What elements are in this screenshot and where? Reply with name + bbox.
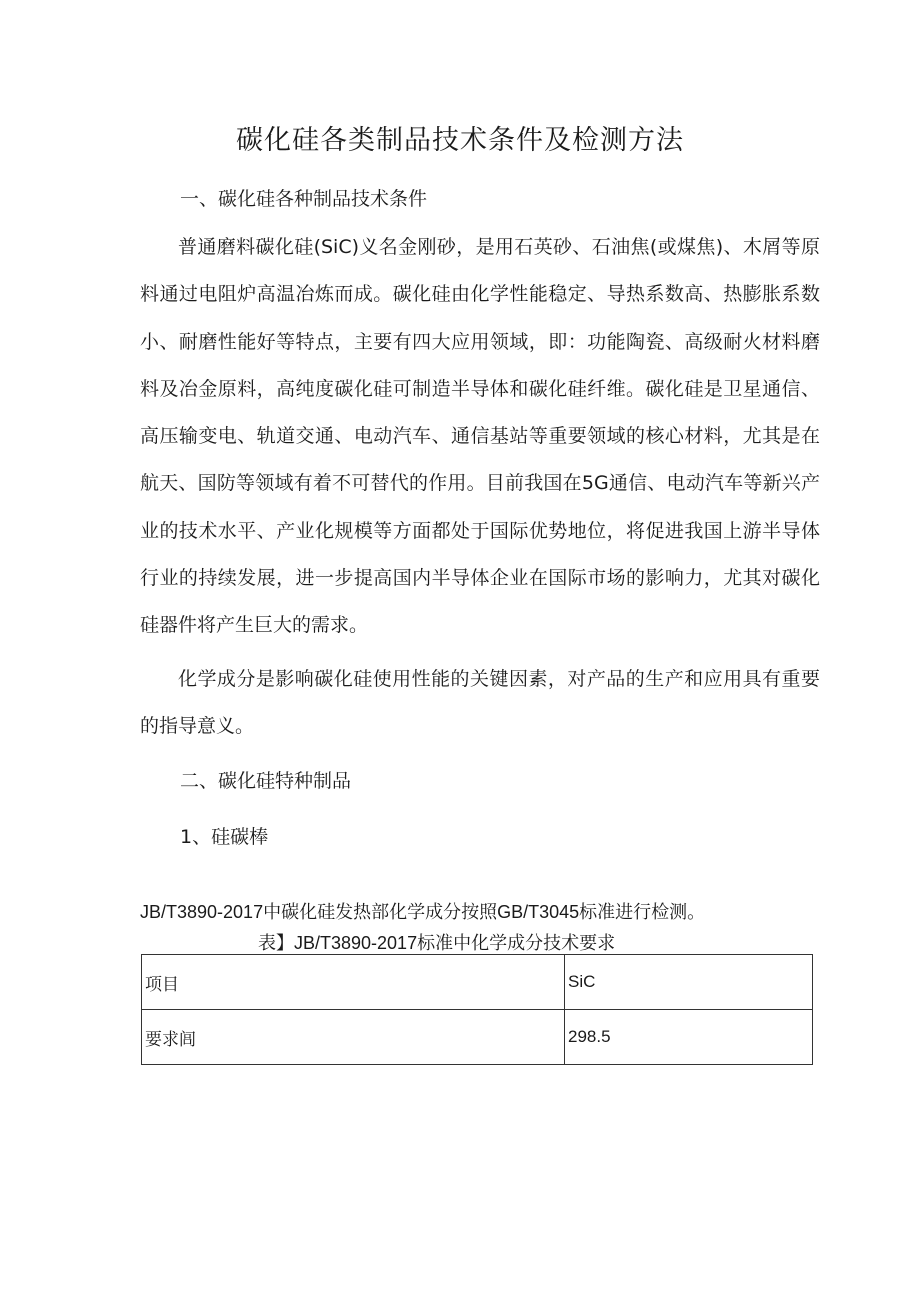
table-row	[142, 955, 813, 1010]
section-2-heading: 二、碳化硅特种制品	[180, 770, 352, 792]
document-title: 碳化硅各类制品技术条件及检测方法	[236, 125, 684, 156]
table-cell: SiC	[565, 955, 813, 1010]
table-caption: 表】JB/T3890-2017标准中化学成分技术要求	[258, 933, 616, 953]
table-row	[142, 1010, 813, 1065]
subsection-heading: 1、硅碳棒	[180, 826, 269, 848]
composition-table	[141, 954, 813, 1065]
table-cell: 要求闾	[142, 1010, 565, 1065]
table-cell: 298.5	[565, 1010, 813, 1065]
significance-paragraph: 化学成分是影响碳化硅使用性能的关键因素，对产品的生产和应用具有重要的指导意义。	[140, 668, 820, 738]
table-cell: 项目	[142, 955, 565, 1010]
intro-paragraph: 普通磨料碳化硅(SiC)义名金刚砂，是用石英砂、石油焦(或煤焦)、木屑等原料通过电阻炉高温冶炼而成。碳化硅由化学性能稳定、导热系数高、热膨胀系数小、耐磨性能好等特点，主要有四大应用领域，即：功能陶瓷、高级耐火材料磨料及冶金原料，高纯度碳化硅可制造半导体和碳化硅纤维。碳化硅是卫星通信、高压输变电、轨道交通、电动汽车、通信基站等重要领域的核心材料，尤其是在航天、国防等领域有着不可替代的作用。目前我国在5G通信、电动汽车等新兴产业的技术水平、产业化规模等方面都处于国际优势地位，将促进我国上游半导体行业的持续发展，进一步提高国内半导体企业在国际市场的影响力，尤其对碳化硅器件将产生巨大的需求。	[140, 236, 820, 637]
standard-note: JB/T3890-2017中碳化硅发热部化学成分按照GB/T3045标准进行检测。	[140, 902, 706, 922]
section-1-heading: 一、碳化硅各种制品技术条件	[180, 188, 428, 210]
